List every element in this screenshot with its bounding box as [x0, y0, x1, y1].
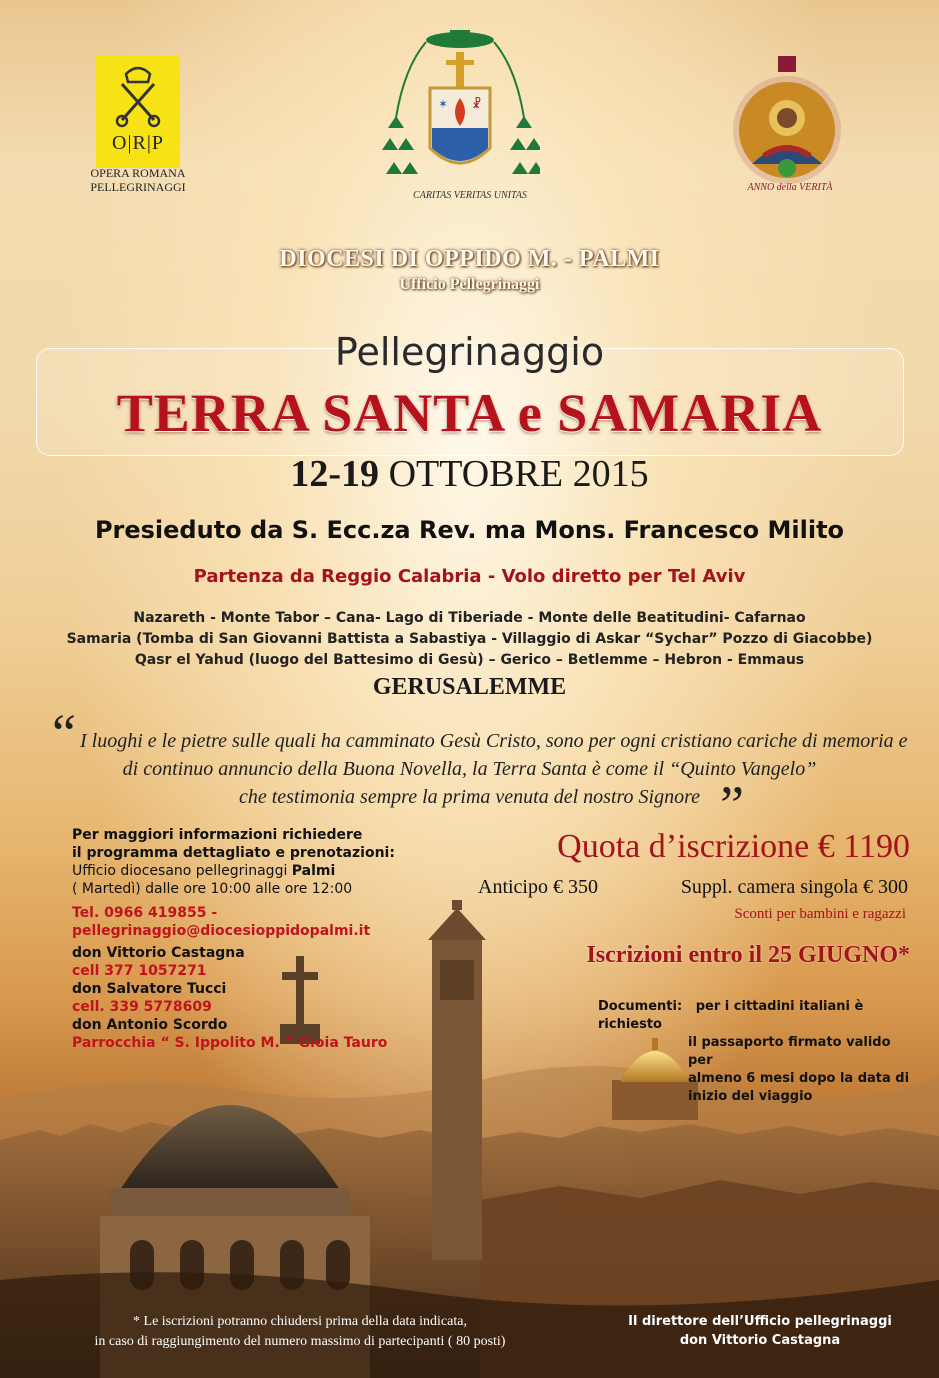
jerusalem-heading: GERUSALEMME — [372, 674, 567, 700]
advance-payment: Anticipo € 350 — [478, 876, 598, 898]
info-office-city: Palmi — [291, 863, 336, 879]
bishop-coat-of-arms-icon — [380, 28, 540, 206]
documents-line — [598, 998, 918, 1034]
footnote-line: in caso di raggiungimento del numero massimo di partecipanti ( 80 posti) — [94, 1334, 506, 1349]
signature — [600, 1312, 920, 1350]
dates-month-year: OTTOBRE 2015 — [379, 453, 649, 495]
info-hours: ( Martedì) dalle ore 10:00 alle ore 12:00 — [72, 881, 353, 897]
info-line: Per maggiori informazioni richiedere — [72, 827, 363, 843]
contact-phone[interactable]: cell 377 1057271 — [72, 963, 207, 979]
phone-email-link[interactable]: Tel. 0966 419855 - pellegrinaggio@diocesioppidopalmi.it — [72, 905, 371, 939]
contact-name: don Vittorio Castagna — [72, 945, 245, 961]
svg-text:✶: ✶ — [438, 97, 449, 111]
main-title: TERRA SANTA e SAMARIA — [116, 383, 823, 443]
diocese-heading: DIOCESI DI OPPIDO M. - PALMI — [279, 246, 660, 272]
quote-line: che testimonia sempre la prima venuta del nostro Signore — [238, 786, 701, 808]
discounts-note: Sconti per bambini e ragazzi — [734, 906, 906, 922]
presided-by: Presieduto da S. Ecc.za Rev. ma Mons. Francesco Milito — [94, 516, 845, 544]
info-line: il programma dettagliato e prenotazioni: — [72, 845, 395, 861]
info-office: Ufficio diocesano pellegrinaggi — [72, 863, 292, 879]
trip-dates — [230, 452, 709, 496]
orp-logo — [96, 56, 180, 168]
quote-line: di continuo annuncio della Buona Novella, la Terra Santa è come il “Quinto Vangelo” — [122, 758, 817, 780]
quote-line: I luoghi e le pietre sulle quali ha camminato Gesù Cristo, sono per ogni cristiano cariche di memoria e — [80, 730, 908, 752]
quote-open-mark: “ — [52, 703, 76, 763]
itinerary-line: Qasr el Yahud (luogo del Battesimo di Gesù) – Gerico – Betlemme – Hebron - Emmaus — [134, 652, 805, 668]
contact-info — [72, 826, 492, 1052]
single-room-supplement: Suppl. camera singola € 300 — [680, 876, 908, 898]
jubilee-text: ANNO della VERITÀ — [747, 182, 833, 193]
dates-days: 12-19 — [290, 453, 380, 495]
motto-ribbon: CARITAS VERITAS UNITAS — [413, 190, 527, 201]
svg-text:☧: ☧ — [472, 97, 482, 111]
documents-text: per i cittadini italiani è richiesto — [598, 999, 864, 1032]
orp-letters: O|R|P — [112, 132, 164, 154]
departure-info: Partenza da Reggio Calabria - Volo diretto per Tel Aviv — [193, 566, 746, 587]
contact-name: don Salvatore Tucci — [72, 981, 227, 997]
documents-line: almeno 6 mesi dopo la data di — [688, 1071, 910, 1086]
footnote — [40, 1312, 560, 1352]
documents-label: Documenti: — [598, 999, 683, 1014]
crossed-keys-icon — [110, 64, 166, 128]
signature-title: Il direttore dell’Ufficio pellegrinaggi — [628, 1314, 892, 1329]
orp-caption-line: OPERA ROMANA — [90, 166, 186, 180]
registration-deadline: Iscrizioni entro il 25 GIUGNO* — [586, 942, 910, 968]
office-subheading: Ufficio Pellegrinaggi — [399, 276, 540, 293]
pilgrimage-label: Pellegrinaggio — [334, 330, 605, 374]
signature-name: don Vittorio Castagna — [679, 1333, 841, 1348]
contact-name: don Antonio Scordo — [72, 1017, 228, 1033]
documents-line: il passaporto firmato valido per — [688, 1035, 891, 1068]
itinerary-line: Samaria (Tomba di San Giovanni Battista a Sabastiya - Villaggio di Askar “Sychar” Pozzo di Giacobbe) — [66, 631, 873, 647]
orp-caption — [82, 166, 194, 194]
registration-fee: Quota d’iscrizione € 1190 — [557, 828, 910, 865]
quote-close-mark: ” — [720, 775, 744, 835]
documents-line: inizio del viaggio — [688, 1089, 813, 1104]
contact-parish: Parrocchia “ S. Ippolito M. ” Gioia Tauro — [72, 1035, 388, 1051]
documents-note — [598, 998, 918, 1106]
orp-caption-line: PELLEGRINAGGI — [90, 180, 186, 194]
itinerary-line: Nazareth - Monte Tabor – Cana- Lago di Tiberiade - Monte delle Beatitudini- Cafarnao — [133, 610, 806, 626]
contact-phone[interactable]: cell. 339 5778609 — [72, 999, 212, 1015]
info-line — [72, 862, 492, 880]
footnote-line: * Le iscrizioni potranno chiudersi prima della data indicata, — [133, 1314, 467, 1329]
